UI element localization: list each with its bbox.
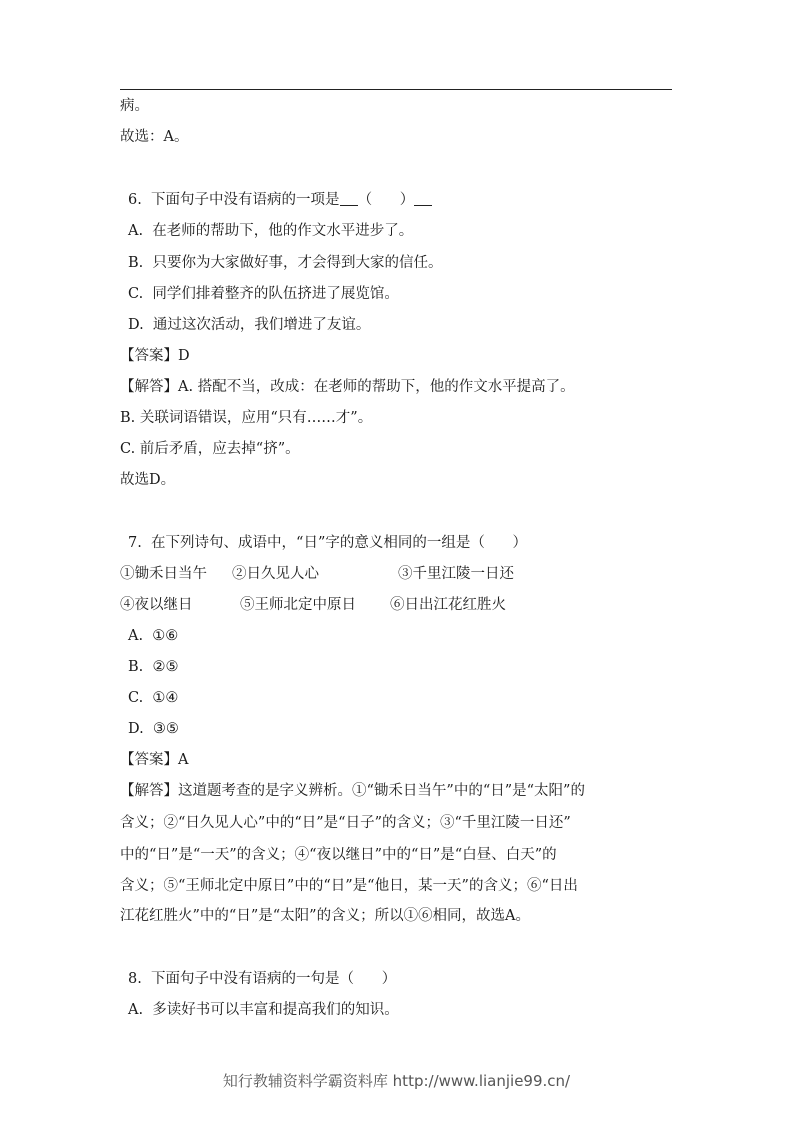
analysis-line: 含义；②“日久见人心”中的“日”是“日子”的含义；③“千里江陵一日还”	[120, 815, 571, 831]
question-8-stem: 8. 下面句子中没有语病的一句是（ ）	[128, 971, 397, 987]
analysis-line: 含义；⑤“王师北定中原日”中的“日”是“他日，某一天”的含义；⑥“日出	[120, 878, 578, 894]
text-line: 故选：A。	[120, 129, 189, 145]
poem-item: ①锄禾日当午	[120, 566, 207, 582]
option: B. 只要你为大家做好事，才会得到大家的信任。	[128, 255, 443, 271]
poem-item: ⑥日出江花红胜火	[390, 597, 506, 613]
question-7-stem: 7. 在下列诗句、成语中，“日”字的意义相同的一组是（ ）	[128, 535, 528, 551]
option: C. ①④	[128, 690, 179, 706]
option: A. ①⑥	[128, 628, 179, 644]
poem-item: ④夜以继日	[120, 597, 193, 613]
analysis-line: 中的“日”是“一天”的含义；④“夜以继日”中的“日”是“白昼、白天”的	[120, 847, 557, 863]
answer-line: 【答案】A	[120, 752, 189, 768]
option: A. 多读好书可以丰富和提高我们的知识。	[128, 1002, 399, 1018]
text-line: 病。	[120, 98, 149, 114]
analysis-line: 【解答】这道题考查的是字义辨析。①“锄禾日当午”中的“日”是“太阳”的	[120, 783, 585, 799]
poem-item: ②日久见人心	[232, 566, 319, 582]
analysis-line: 故选D。	[120, 472, 176, 488]
question-6-stem: 6. 下面句子中没有语病的一项是 （ ）	[128, 190, 432, 210]
option: D. 通过这次活动，我们增进了友谊。	[128, 317, 371, 333]
option: D. ③⑤	[128, 721, 179, 737]
analysis-line: B. 关联词语错误，应用“只有……才”。	[120, 410, 373, 426]
blank-line	[340, 191, 358, 206]
analysis-line: 江花红胜火”中的“日”是“太阳”的含义；所以①⑥相同，故选A。	[120, 908, 531, 924]
option: C. 同学们排着整齐的队伍挤进了展览馆。	[128, 286, 399, 302]
answer-line: 【答案】D	[120, 348, 190, 364]
option: A. 在老师的帮助下，他的作文水平进步了。	[128, 223, 414, 239]
poem-item: ⑤王师北定中原日	[240, 597, 356, 613]
poem-item: ③千里江陵一日还	[398, 566, 514, 582]
option: B. ②⑤	[128, 659, 179, 675]
analysis-line: 【解答】A. 搭配不当，改成：在老师的帮助下，他的作文水平提高了。	[120, 379, 575, 395]
header-rule	[120, 89, 672, 90]
blank-line	[414, 191, 432, 206]
analysis-line: C. 前后矛盾，应去掉“挤”。	[120, 441, 300, 457]
page-footer: 知行教辅资料学霸资料库 http://www.lianjie99.cn/	[222, 1072, 571, 1090]
